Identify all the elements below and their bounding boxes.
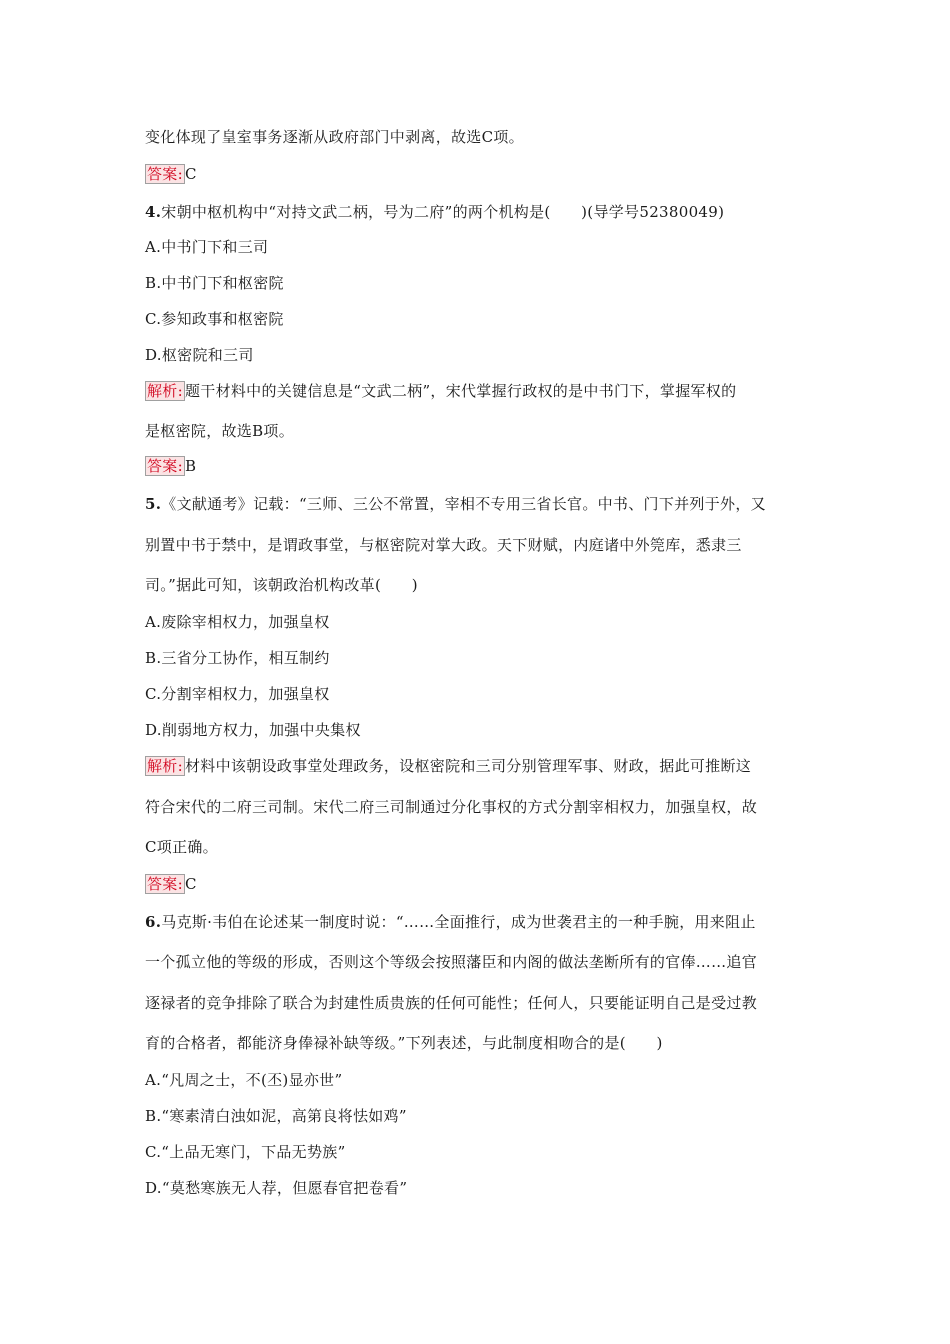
question-number: 6. xyxy=(145,913,162,931)
question-stem: 马克斯·韦伯在论述某一制度时说：“……全面推行，成为世袭君主的一种手腕，用来阻止 xyxy=(161,913,756,931)
question-number: 5. xyxy=(145,495,162,513)
q5-answer xyxy=(145,874,197,894)
q6-option-a: A.“凡周之士，不(丕)显亦世” xyxy=(145,1071,343,1089)
q4-answer xyxy=(145,456,196,476)
q5-stem xyxy=(145,494,766,514)
answer-value: C xyxy=(184,875,197,893)
q4-stem xyxy=(145,202,724,222)
q5-analysis-cont-1: 符合宋代的二府三司制。宋代二府三司制通过分化事权的方式分割宰相权力，加强皇权，故 xyxy=(145,798,758,816)
q6-stem-line-4: 育的合格者，都能济身俸禄补缺等级。”下列表述，与此制度相吻合的是( ) xyxy=(145,1034,663,1052)
answer-tag: 答案: xyxy=(147,457,183,475)
q4-option-d: D.枢密院和三司 xyxy=(145,346,254,364)
answer-value: B xyxy=(184,457,197,475)
analysis-tag: 解析: xyxy=(147,382,183,400)
q4-analysis xyxy=(145,381,736,401)
analysis-text: 材料中该朝设政事堂处理政务，设枢密院和三司分别管理军事、财政，据此可推断这 xyxy=(184,757,752,775)
question-stem: 《文献通考》记载：“三师、三公不常置，宰相不专用三省长官。中书、门下并列于外，又 xyxy=(161,495,766,513)
q4-option-a: A.中书门下和三司 xyxy=(145,238,269,256)
question-stem: 宋朝中枢机构中“对持文武二柄，号为二府”的两个机构是( )(导学号52380049) xyxy=(161,203,725,221)
question-number: 4. xyxy=(145,203,162,221)
q6-stem-line-2: 一个孤立他的等级的形成，否则这个等级会按照藩臣和内阁的做法垄断所有的官俸……追官 xyxy=(145,953,758,971)
continuation-text: 变化体现了皇室事务逐渐从政府部门中剥离，故选C项。 xyxy=(145,128,524,146)
q5-stem-line-2: 别置中书于禁中，是谓政事堂，与枢密院对掌大政。天下财赋，内庭诸中外筦库，悉隶三 xyxy=(145,536,742,554)
answer-value: C xyxy=(184,165,197,183)
q5-option-c: C.分割宰相权力，加强皇权 xyxy=(145,685,330,703)
q5-option-b: B.三省分工协作，相互制约 xyxy=(145,649,330,667)
q6-option-d: D.“莫愁寒族无人荐，但愿春官把卷看” xyxy=(145,1179,408,1197)
q6-stem xyxy=(145,912,756,932)
q5-option-a: A.废除宰相权力，加强皇权 xyxy=(145,613,330,631)
q6-stem-line-3: 逐禄者的竞争排除了联合为封建性质贵族的任何可能性；任何人，只要能证明自己是受过教 xyxy=(145,994,758,1012)
q5-stem-line-3: 司。”据此可知，该朝政治机构改革( ) xyxy=(145,576,418,594)
q5-analysis-cont-2: C项正确。 xyxy=(145,838,218,856)
q3-answer xyxy=(145,164,197,184)
q6-option-c: C.“上品无寒门，下品无势族” xyxy=(145,1143,346,1161)
q4-option-c: C.参知政事和枢密院 xyxy=(145,310,284,328)
answer-tag: 答案: xyxy=(147,165,183,183)
analysis-tag: 解析: xyxy=(147,757,183,775)
q4-option-b: B.中书门下和枢密院 xyxy=(145,274,284,292)
q5-option-d: D.削弱地方权力，加强中央集权 xyxy=(145,721,361,739)
analysis-text: 题干材料中的关键信息是“文武二柄”，宋代掌握行政权的是中书门下，掌握军权的 xyxy=(184,382,737,400)
answer-tag: 答案: xyxy=(147,875,183,893)
q6-option-b: B.“寒素清白浊如泥，高第良将怯如鸡” xyxy=(145,1107,407,1125)
q4-analysis-cont: 是枢密院，故选B项。 xyxy=(145,422,295,440)
q5-analysis xyxy=(145,756,751,776)
